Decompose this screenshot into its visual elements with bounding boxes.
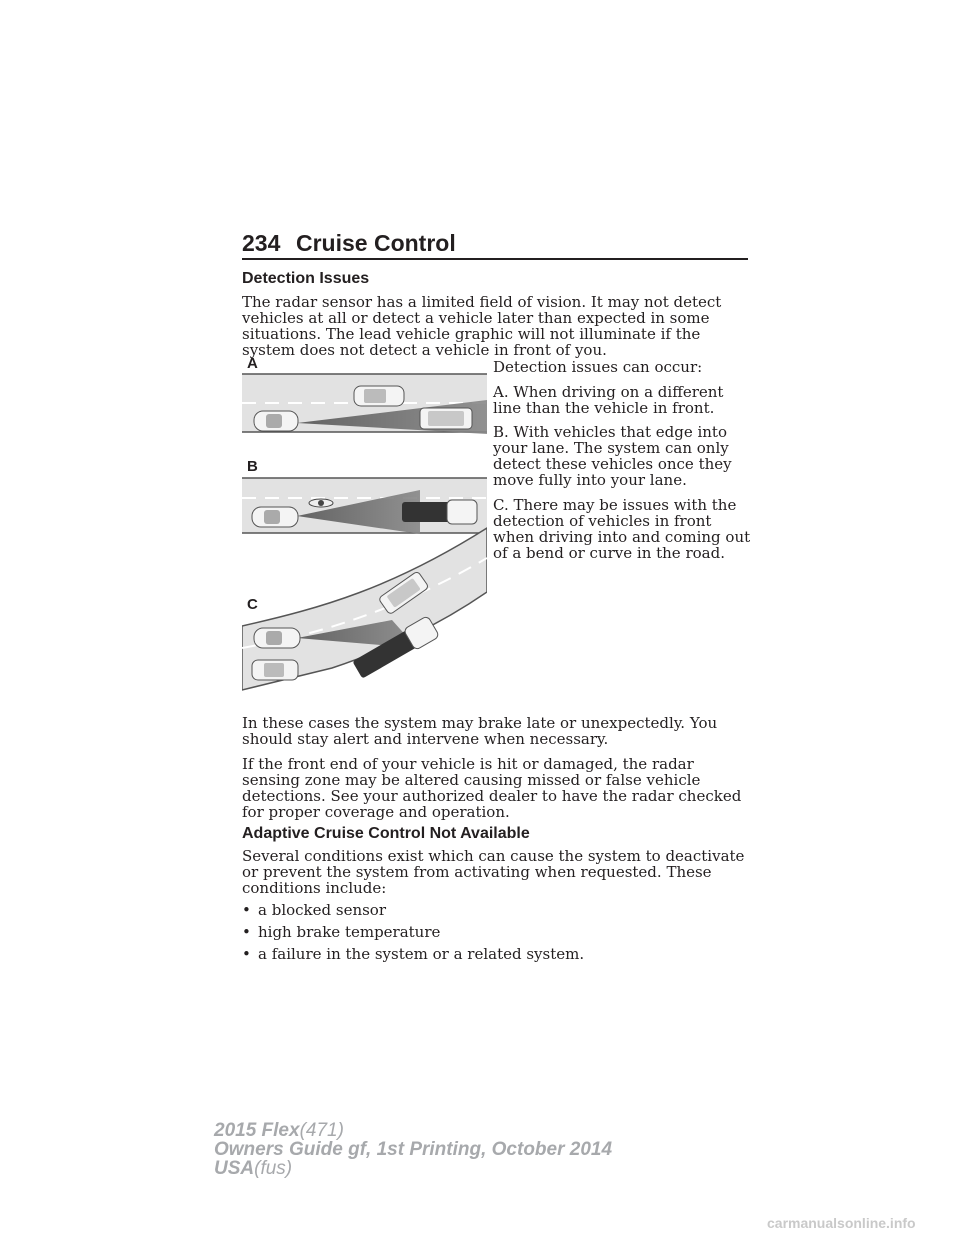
panel-c xyxy=(242,528,487,690)
bullet-text: high brake temperature xyxy=(258,923,441,941)
list-item xyxy=(242,924,440,940)
figure-label-a: A xyxy=(247,355,258,372)
detection-after-2: If the front end of your vehicle is hit or damaged, the radar sensing zone may be altered causing missed or false vehicle detections. See your authorized dealer to have the radar checked for proper coverage and operation. xyxy=(242,755,742,821)
section-heading-detection: Detection Issues xyxy=(242,270,370,287)
bullet-icon: • xyxy=(242,923,251,941)
print-footer xyxy=(214,1121,612,1178)
chapter-title: Cruise Control xyxy=(296,230,456,256)
footer-guide: Owners Guide gf, 1st Printing, October 2014 xyxy=(214,1139,613,1160)
bullet-icon: • xyxy=(242,901,251,919)
panel-b xyxy=(242,478,487,534)
footer-region-code: (fus) xyxy=(254,1158,293,1179)
car-own-c xyxy=(254,628,300,648)
car-adjacent-c xyxy=(252,660,298,680)
car-lead-a xyxy=(354,386,404,406)
footer-model-code: (471) xyxy=(299,1120,344,1141)
detection-illustration xyxy=(242,358,487,692)
detection-item-c: C. There may be issues with the detection of vehicles in front when driving into and coming out of a bend or curve in the road. xyxy=(493,496,751,562)
page-number: 234 xyxy=(242,230,281,256)
detection-item-a: A. When driving on a different line than the vehicle in front. xyxy=(493,383,724,417)
car-own-b xyxy=(252,507,298,527)
bullet-text: a blocked sensor xyxy=(258,901,387,919)
list-item xyxy=(242,902,386,918)
bullet-icon: • xyxy=(242,945,251,963)
detection-item-b: B. With vehicles that edge into your lane. The system can only detect these vehicles once they move fully into your lane. xyxy=(493,423,732,489)
bullet-text: a failure in the system or a related system. xyxy=(258,945,585,963)
van-a xyxy=(420,408,472,429)
footer-region: USA xyxy=(214,1158,255,1179)
motorcycle-b xyxy=(309,499,333,507)
detection-intro: The radar sensor has a limited field of vision. It may not detect vehicles at all or detect a vehicle later than expected in some situations. The lead vehicle graphic will not illuminate if the system does not detect a vehicle in front of you. xyxy=(242,293,722,359)
header-rule xyxy=(242,258,748,260)
section-heading-not-available: Adaptive Cruise Control Not Available xyxy=(242,825,530,842)
not-available-intro: Several conditions exist which can cause the system to deactivate or prevent the system from activating when requested. These conditions include: xyxy=(242,847,745,897)
figure-label-c: C xyxy=(247,596,258,613)
footer-model: 2015 Flex xyxy=(214,1120,300,1141)
figure-label-b: B xyxy=(247,458,258,475)
panel-a xyxy=(242,374,487,434)
truck-b xyxy=(402,500,477,524)
detection-lead: Detection issues can occur: xyxy=(493,358,703,376)
list-item xyxy=(242,946,584,962)
watermark: carmanualsonline.info xyxy=(767,1215,916,1231)
car-own-a xyxy=(254,411,298,431)
detection-after-1: In these cases the system may brake late or unexpectedly. You should stay alert and intervene when necessary. xyxy=(242,714,718,748)
detection-figure xyxy=(242,355,487,692)
